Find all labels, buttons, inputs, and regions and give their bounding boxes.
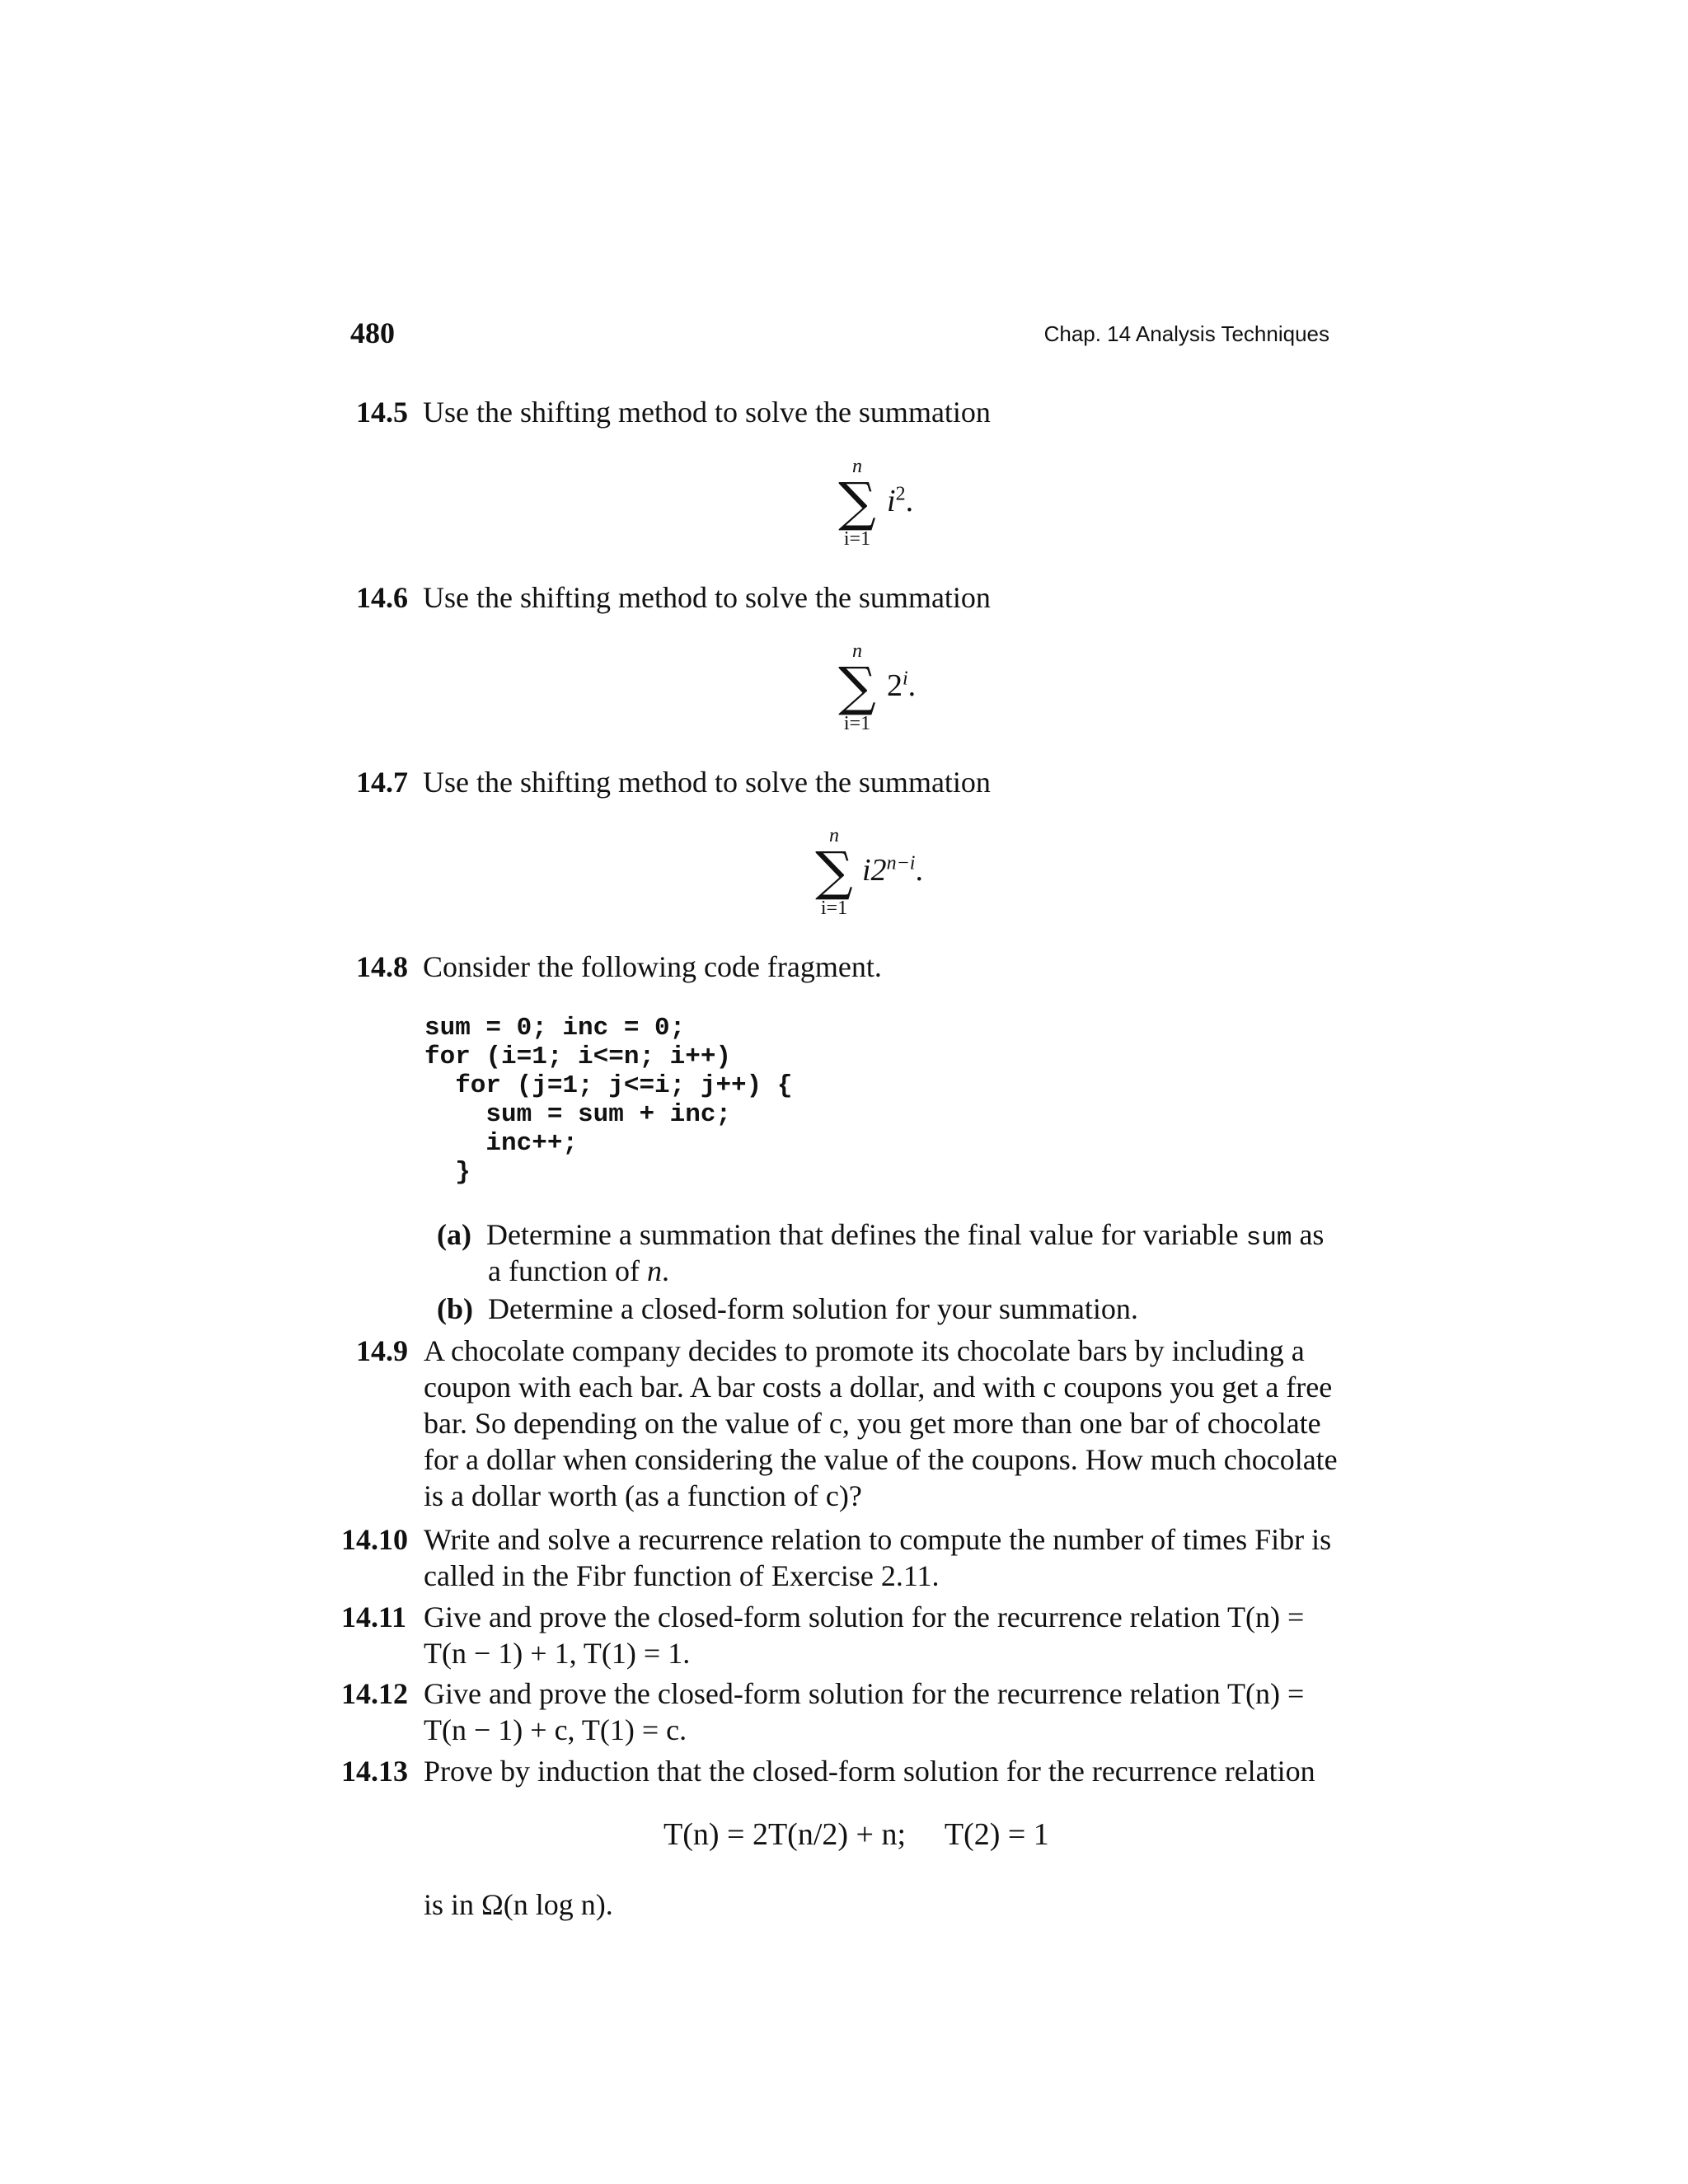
exercise-number-14-10: 14.10 xyxy=(341,1523,408,1556)
exercise-number-14-9: 14.9 xyxy=(356,1334,408,1367)
exercise-14-10-text: Write and solve a recurrence relation to compute the number of times Fibr is called in the Fibr function of Exercise 2.11. xyxy=(424,1523,1332,1592)
exercise-number: 14.8 xyxy=(356,950,408,983)
part-a-continued: a function of n. xyxy=(488,1254,669,1287)
exercise-number: 14.5 xyxy=(356,396,408,429)
summation-term-14-6: 2$^i$. xyxy=(887,668,917,703)
part-b-label: (b) xyxy=(437,1292,473,1325)
exercise-text: Use the shifting method to solve the summation xyxy=(423,766,991,799)
part-a-label: (a) xyxy=(437,1218,471,1251)
part-a: (a) Determine a summation that defines the final value for variable sum as xyxy=(437,1218,1325,1253)
exercise-number-14-13: 14.13 xyxy=(341,1755,408,1788)
exercise-number: 14.6 xyxy=(356,581,408,614)
exercise-14-7 xyxy=(356,764,991,800)
sigma-symbol: ∑ xyxy=(815,841,853,902)
summation-14-6 xyxy=(832,640,882,735)
exercise-number-14-11: 14.11 xyxy=(341,1601,407,1633)
exercise-14-12-text: Give and prove the closed-form solution for the recurrence relation T(n) = T(n − 1) + c, T(1) = c. xyxy=(424,1677,1305,1746)
sum-lower-limit: i=1 xyxy=(820,898,848,919)
summation-term-14-5: $i^2$. xyxy=(887,483,914,518)
exercise-14-6 xyxy=(356,579,991,616)
exercise-number-14-12: 14.12 xyxy=(341,1677,408,1710)
exercise-14-9-text: A chocolate company decides to promote its chocolate bars by including a coupon with each bar. A bar costs a dollar, and with c coupons you get a free bar. So depending on the value of c, you get more than one bar of chocolate for a dollar when considering the value of the coupons. How much chocolate is a dollar worth (as a function of c)? xyxy=(424,1334,1338,1512)
sum-upper-limit: n xyxy=(852,640,862,662)
part-b: (b) Determine a closed-form solution for your summation. xyxy=(437,1292,1138,1325)
sum-lower-limit: i=1 xyxy=(843,528,871,550)
exercise-number: 14.7 xyxy=(356,766,408,799)
summation-14-5 xyxy=(832,455,882,551)
sum-upper-limit: n xyxy=(852,456,862,477)
summation-14-7 xyxy=(809,824,859,920)
exercise-14-13-closing: is in Ω(n log n). xyxy=(424,1888,613,1921)
exercise-14-13-text: Prove by induction that the closed-form solution for the recurrence relation xyxy=(424,1755,1315,1788)
exercise-text: Use the shifting method to solve the summation xyxy=(423,396,991,429)
recurrence-equation: T(n) = 2T(n/2) + n; T(2) = 1 xyxy=(663,1817,1049,1852)
exercise-text: Consider the following code fragment. xyxy=(423,950,882,983)
sum-lower-limit: i=1 xyxy=(843,713,871,734)
exercise-14-5 xyxy=(356,394,991,430)
sum-upper-limit: n xyxy=(829,825,839,846)
exercise-text: Use the shifting method to solve the summation xyxy=(423,581,991,614)
running-head: Chap. 14 Analysis Techniques xyxy=(1043,321,1329,346)
inline-code-sum: sum xyxy=(1245,1224,1292,1253)
summation-term-14-7: $i2^{n-i}$. xyxy=(862,852,923,888)
exercise-14-8 xyxy=(356,949,882,985)
sigma-symbol: ∑ xyxy=(838,657,876,718)
exercise-14-11-text: Give and prove the closed-form solution for the recurrence relation T(n) = T(n − 1) + 1, T(1) = 1. xyxy=(424,1601,1305,1670)
code-fragment: sum = 0; inc = 0; for (i=1; i<=n; i++) for (j=1; j<=i; j++) { sum = sum + inc; inc++; } xyxy=(424,1014,793,1187)
sigma-symbol: ∑ xyxy=(838,472,876,533)
page-number: 480 xyxy=(350,316,395,349)
